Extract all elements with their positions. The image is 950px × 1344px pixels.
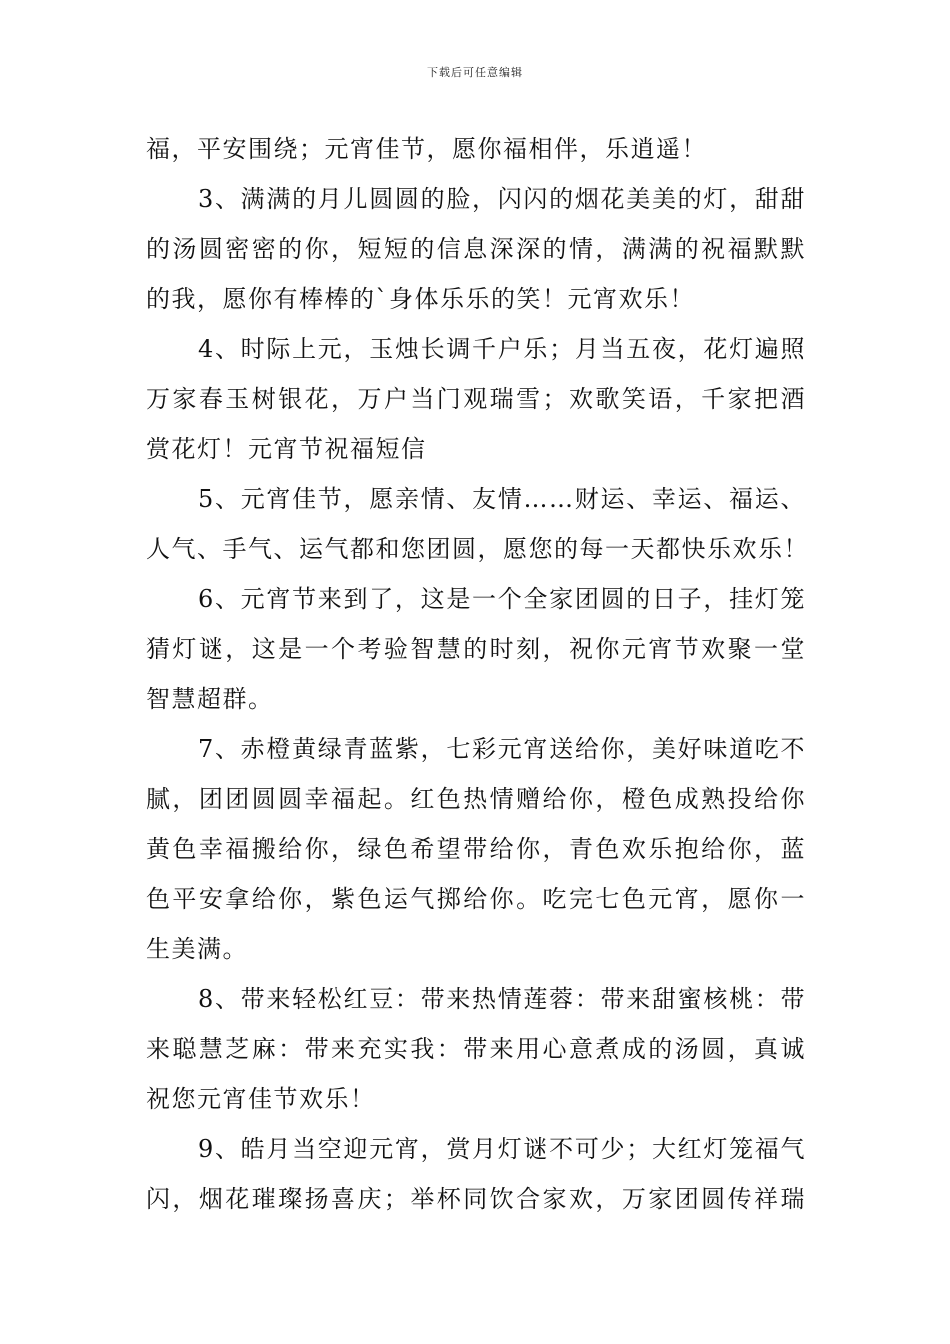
text-line: 9、皓月当空迎元宵，赏月灯谜不可少；大红灯笼福气 — [198, 1135, 806, 1163]
text-line: 4、时际上元，玉烛长调千户乐；月当五夜，花灯遍照 — [198, 335, 806, 363]
text-line: 色平安拿给你，紫色运气掷给你。吃完七色元宵，愿你一 — [146, 885, 806, 913]
text-line: 的我，愿你有棒棒的`身体乐乐的笑！元宵欢乐！ — [146, 285, 695, 313]
document-body — [146, 124, 809, 1224]
text-line: 3、满满的月儿圆圆的脸，闪闪的烟花美美的灯，甜甜 — [198, 185, 806, 213]
paragraph-6 — [146, 574, 806, 724]
text-line: 闪，烟花璀璨扬喜庆；举杯同饮合家欢，万家团圆传祥瑞 — [146, 1185, 806, 1213]
text-line: 赏花灯！元宵节祝福短信 — [146, 435, 427, 463]
text-line: 智慧超群。 — [146, 685, 274, 713]
text-line: 黄色幸福搬给你，绿色希望带给你，青色欢乐抱给你，蓝 — [146, 835, 806, 863]
paragraph-5 — [146, 474, 809, 574]
text-line: 8、带来轻松红豆：带来热情莲蓉：带来甜蜜核桃：带 — [198, 985, 806, 1013]
text-line: 5、元宵佳节，愿亲情、友情……财运、幸运、福运、 — [198, 485, 806, 513]
paragraph-3 — [146, 174, 806, 324]
text-line: 福，平安围绕；元宵佳节，愿你福相伴，乐逍遥！ — [146, 135, 707, 163]
text-line: 祝您元宵佳节欢乐！ — [146, 1085, 376, 1113]
text-line: 来聪慧芝麻：带来充实我：带来用心意煮成的汤圆，真诚 — [146, 1035, 806, 1063]
text-line: 万家春玉树银花，万户当门观瑞雪；欢歌笑语，千家把酒 — [146, 385, 806, 413]
text-line: 的汤圆密密的你，短短的信息深深的情，满满的祝福默默 — [146, 235, 806, 263]
text-line: 6、元宵节来到了，这是一个全家团圆的日子，挂灯笼 — [198, 585, 806, 613]
text-line: 腻，团团圆圆幸福起。红色热情赠给你，橙色成熟投给你 — [146, 785, 806, 813]
text-line: 7、赤橙黄绿青蓝紫，七彩元宵送给你，美好味道吃不 — [198, 735, 806, 763]
paragraph-7 — [146, 724, 806, 974]
paragraph-9 — [146, 1124, 806, 1224]
paragraph-continuation — [146, 124, 806, 174]
text-line: 猜灯谜，这是一个考验智慧的时刻，祝你元宵节欢聚一堂 — [146, 635, 806, 663]
page-header: 下载后可任意编辑 — [427, 66, 523, 79]
text-line: 生美满。 — [146, 935, 248, 963]
paragraph-4 — [146, 324, 806, 474]
text-line: 人气、手气、运气都和您团圆，愿您的每一天都快乐欢乐！ — [146, 535, 809, 563]
paragraph-8 — [146, 974, 806, 1124]
